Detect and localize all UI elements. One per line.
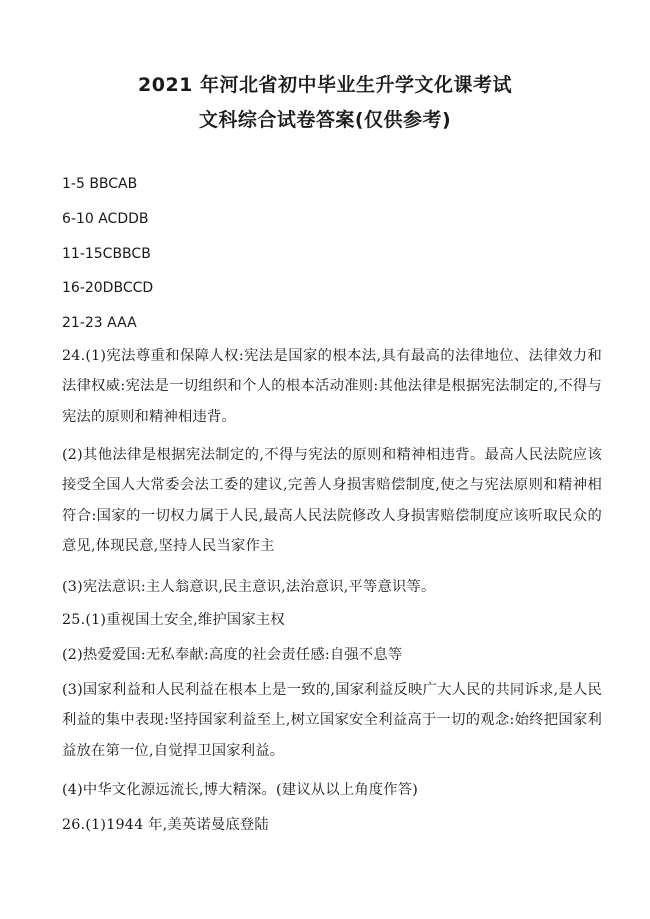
answer-24-3: (3)宪法意识:主人翁意识,民主意识,法治意识,平等意识等。 — [62, 579, 436, 595]
answer-25-2: (2)热爱爱国:无私奉献:高度的社会责任感:自强不息等 — [62, 647, 403, 663]
answer-25-4: (4)中华文化源远流长,博大精深。(建议从以上角度作答) — [62, 782, 419, 798]
answer-24-1: 24.(1)宪法尊重和保障人权:宪法是国家的根本法,具有最高的法律地位、法律效力和法律权威:宪法是一切组织和个人的根本活动准则:其他法律是根据宪法制定的,不得与宪法的原则和精神相违背。 — [62, 348, 602, 425]
choice-answers-21-23: 21-23 AAA — [62, 315, 137, 331]
page-title: 2021 年河北省初中毕业生升学文化课考试 — [138, 74, 512, 96]
answer-25-3: (3)国家利益和人民利益在根本上是一致的,国家利益反映广大人民的共同诉求,是人民利益的集中表现:坚持国家利益至上,树立国家安全利益高于一切的观念:始终把国家利益放在第一位,自觉捍卫国家利益。 — [62, 682, 602, 759]
answer-26-1: 26.(1)1944 年,美英诺曼底登陆 — [62, 817, 269, 833]
answer-25-1: 25.(1)重视国土安全,维护国家主权 — [62, 612, 285, 628]
choice-answers-11-15: 11-15CBBCB — [62, 246, 151, 262]
answer-24-2: (2)其他法律是根据宪法制定的,不得与宪法的原则和精神相违背。最高人民法院应该接受全国人大常委会法工委的建议,完善人身损害赔偿制度,使之与宪法原则和精神相符合:国家的一切权力属于人民,最高人民法院修改人身损害赔偿制度应该听取民众的意见,体现民意,坚持人民当家作主 — [62, 447, 602, 554]
choice-answers-6-10: 6-10 ACDDB — [62, 211, 149, 227]
choice-answers-1-5: 1-5 BBCAB — [62, 176, 138, 192]
choice-answers-16-20: 16-20DBCCD — [62, 280, 154, 296]
page-subtitle: 文科综合试卷答案(仅供参考) — [198, 109, 452, 131]
